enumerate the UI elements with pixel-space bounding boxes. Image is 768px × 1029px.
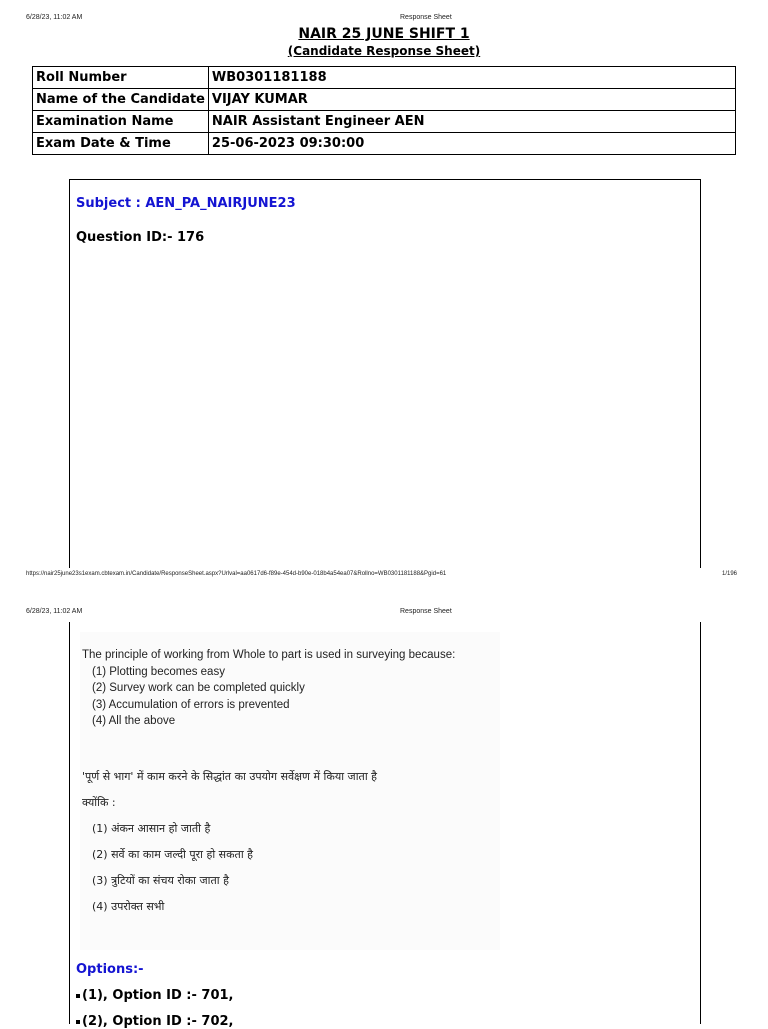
bullet-icon xyxy=(76,1020,80,1024)
option-en-4: (4) All the above xyxy=(92,715,176,727)
candidate-info-table xyxy=(32,66,736,155)
question-box-continued xyxy=(69,622,701,1029)
option-en-1: (1) Plotting becomes easy xyxy=(92,665,225,678)
question-text-english xyxy=(82,647,482,730)
print-datetime: 6/28/23, 11:02 AM xyxy=(26,14,83,21)
bullet-icon xyxy=(76,994,80,998)
question-stem-hi-2: क्योंकि : xyxy=(82,796,116,809)
question-box xyxy=(69,179,701,568)
options-heading: Options:- xyxy=(76,962,144,977)
roll-number-value: WB0301181188 xyxy=(208,67,735,89)
option-2-text: (2), Option ID :- 702, xyxy=(82,1014,234,1029)
table-row xyxy=(33,133,736,155)
option-hi-1: (1) अंकन आसान हो जाती है xyxy=(92,822,211,835)
subject-label: Subject : AEN_PA_NAIRJUNE23 xyxy=(76,196,296,211)
page-subtitle: (Candidate Response Sheet) xyxy=(287,44,481,58)
print-doc-title: Response Sheet xyxy=(400,14,452,21)
option-hi-4: (4) उपरोक्त सभी xyxy=(92,900,165,913)
question-text-hindi xyxy=(82,764,492,920)
question-id: Question ID:- 176 xyxy=(76,230,205,245)
table-row xyxy=(33,111,736,133)
roll-number-label: Roll Number xyxy=(33,67,209,89)
option-row xyxy=(76,1014,233,1029)
print-datetime-page2: 6/28/23, 11:02 AM xyxy=(26,608,83,615)
page-title: NAIR 25 JUNE SHIFT 1 xyxy=(298,26,470,42)
footer-page-number: 1/196 xyxy=(722,571,738,577)
option-row xyxy=(76,988,233,1003)
candidate-name-label: Name of the Candidate xyxy=(33,89,209,111)
option-1-text: (1), Option ID :- 701, xyxy=(82,988,234,1003)
option-en-3: (3) Accumulation of errors is prevented xyxy=(92,698,290,711)
question-stem-en: The principle of working from Whole to part is used in surveying because: xyxy=(82,649,456,661)
question-stem-hi-1: 'पूर्ण से भाग' में काम करने के सिद्धांत का उपयोग सर्वेक्षण में किया जाता है xyxy=(82,770,378,783)
exam-datetime-label: Exam Date & Time xyxy=(33,133,209,155)
option-hi-2: (2) सर्वे का काम जल्दी पूरा हो सकता है xyxy=(92,848,254,861)
option-en-2: (2) Survey work can be completed quickly xyxy=(92,682,305,694)
print-doc-title-page2: Response Sheet xyxy=(400,608,452,615)
footer-url: https://nair25june23s1exam.cbtexam.in/Candidate/ResponseSheet.aspx?Urlval=aa0617d6-f89e-454d-b90e-018b4a54ea07&Rollno=WB0301181188&Pgid=61 xyxy=(26,571,447,577)
exam-datetime-value: 25-06-2023 09:30:00 xyxy=(208,133,735,155)
candidate-name-value: VIJAY KUMAR xyxy=(208,89,735,111)
option-hi-3: (3) त्रुटियों का संचय रोका जाता है xyxy=(92,874,229,887)
exam-name-label: Examination Name xyxy=(33,111,209,133)
exam-name-value: NAIR Assistant Engineer AEN xyxy=(208,111,735,133)
table-row xyxy=(33,67,736,89)
table-row xyxy=(33,89,736,111)
